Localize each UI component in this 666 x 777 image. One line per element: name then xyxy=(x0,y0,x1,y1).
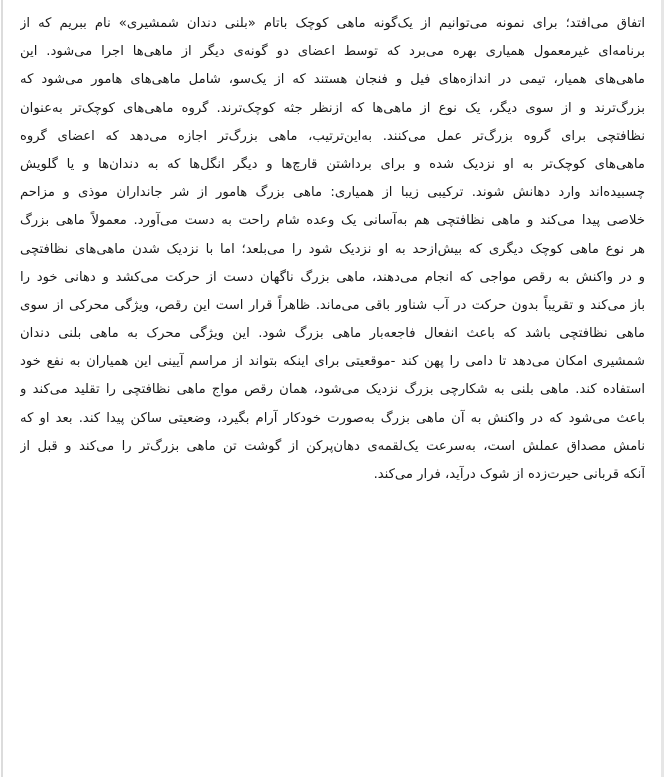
text-line: نظافتچی برای گروه بزرگ‌تر عمل می‌کنند. به‌این‌ترتیب، ماهی بزرگ‌تر اجازه می‌دهد که اعضای گروه xyxy=(20,128,645,144)
text-line: چسبیده‌اند وارد دهانش شوند. ترکیبی زیبا از همیاری: ماهی بزرگ هامور از شر جانداران موذی و مزاحم xyxy=(20,185,645,201)
text-line: ماهی نظافتچی باشد که باعث انفعال فاجعه‌بار ماهی بزرگ شود. این ویژگی محرک به ماهی بلنی دندان xyxy=(20,326,645,342)
text-line: نامش مصداق عملش است، به‌سرعت یک‌لقمه‌ی دهان‌پرکن از گوشت تن ماهی بزرگ‌تر را می‌کند و قبل از xyxy=(20,438,645,454)
text-line: شمشیری امکان می‌دهد تا دامی را پهن کند -موقعیتی برای اینکه بتواند از مراسم آیینی این همیاران به نفع خود xyxy=(20,354,645,370)
text-line: اتفاق می‌افتد؛ برای نمونه می‌توانیم از یک‌گونه ماهی کوچک باتام «بلنی دندان شمشیری» نام ببریم که از xyxy=(20,16,645,31)
text-line: باز می‌کند و تقریباً بدون حرکت در آب شناور باقی می‌ماند. ظاهراً قرار است این رقص، ویژگی محرکی از سوی xyxy=(20,297,645,313)
text-line: بزرگ‌ترند و از سوی دیگر، یک نوع از ماهی‌ها که ازنظر جثه کوچک‌ترند. گروه ماهی‌های کوچک‌تر به‌عنوان xyxy=(20,100,645,116)
text-line: خلاصی پیدا می‌کند و ماهی نظافتچی هم به‌آسانی یک وعده شام راحت به دست می‌آورد. معمولاً ماهی بزرگ xyxy=(20,213,645,229)
text-line: ماهی‌های همیار، تیمی در اندازه‌های فیل و فنجان هستند که از یک‌سو، شامل ماهی‌های هامور می‌شود که xyxy=(20,72,645,88)
text-line: هر نوع ماهی کوچک دیگری که بیش‌ازحد به او نزدیک شود را می‌بلعد؛ اما با نزدیک شدن ماهی‌های نظافتچی xyxy=(20,241,645,257)
page-edge-right xyxy=(661,0,664,777)
text-line: استفاده کند. ماهی بلنی به شکارچی بزرگ نزدیک می‌شود، همان رقص مواج ماهی نظافتچی را تقلید می‌کند و xyxy=(20,382,645,398)
text-line-last: آنکه قربانی حیرت‌زده از شوک درآید، فرار می‌کند. xyxy=(373,467,645,482)
text-line: برنامه‌ای غیرمعمول همیاری بهره می‌برد که توسط اعضای دو گونه‌ی دیگر از ماهی‌ها اجرا می‌شود. این xyxy=(20,44,645,60)
text-line: باعث می‌شود که در واکنش به آن ماهی بزرگ به‌صورت خودکار آرام بگیرد، وضعیتی ساکن پیدا کند. بعد او که xyxy=(20,410,645,426)
text-line: ماهی‌های کوچک‌تر به او نزدیک شده و برای برداشتن قارچ‌ها و دیگر انگل‌ها که به دندان‌ها و یا گلویش xyxy=(20,156,645,172)
body-paragraph xyxy=(20,10,645,489)
page-edge-left xyxy=(1,0,3,777)
text-line: و در واکنش به رقص مواجی که انجام می‌دهند، ماهی بزرگ ناگهان دست از حرکت می‌کشد و دهانی خود را xyxy=(20,269,645,285)
